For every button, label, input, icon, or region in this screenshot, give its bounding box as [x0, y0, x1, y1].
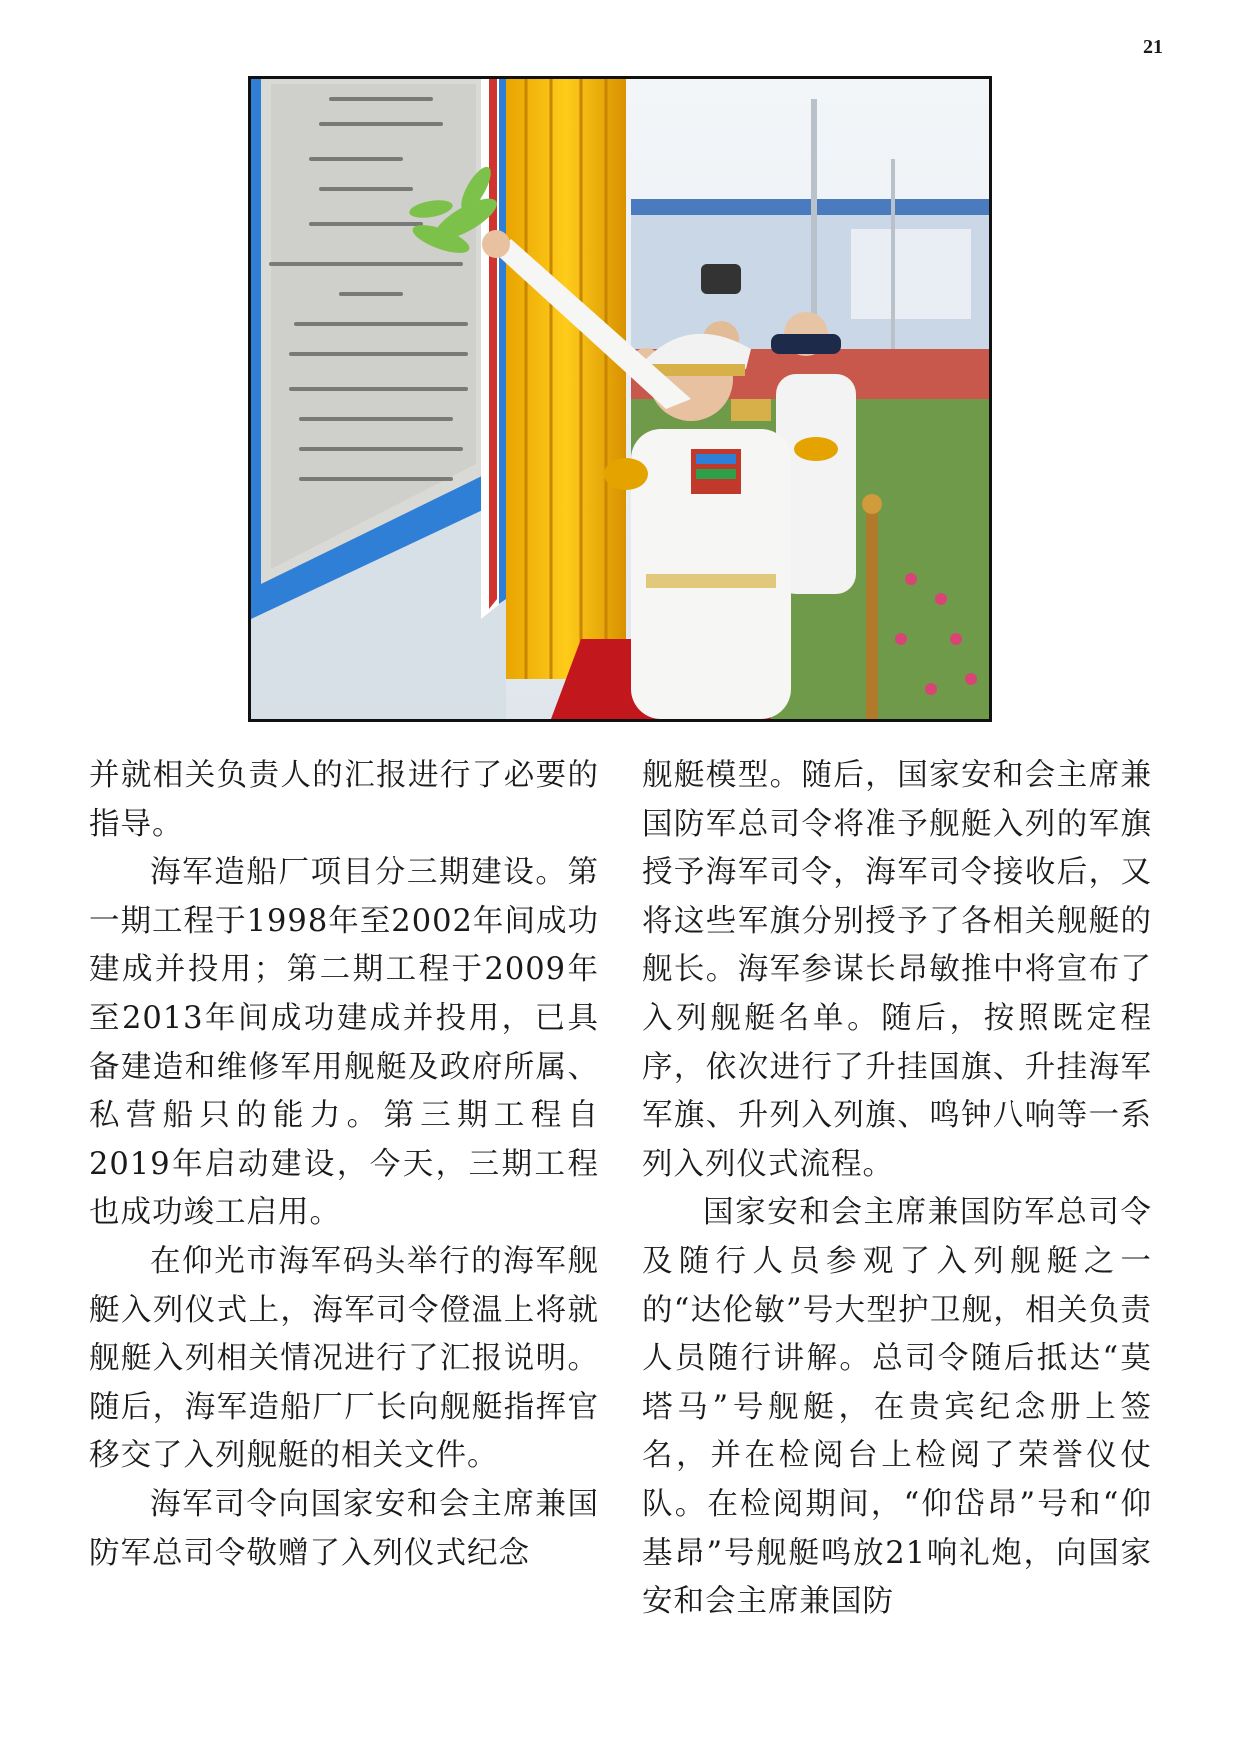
paragraph: 国家安和会主席兼国防军总司令及随行人员参观了入列舰艇之一的“达伦敏”号大型护卫舰，相关负责人员随行讲解。总司令随后抵达“莫塔马”号舰艇，在贵宾纪念册上签名，并在检阅台上检阅了荣誉仪仗队。在检阅期间，“仰岱昂”号和“仰基昂”号舰艇鸣放21响礼炮，向国家安和会主席兼国防 — [642, 1195, 1152, 1620]
page-number: 21 — [1143, 36, 1163, 58]
ceremony-photo — [248, 76, 992, 722]
paragraph: 在仰光市海军码头举行的海军舰艇入列仪式上，海军司令僜温上将就舰艇入列相关情况进行了汇报说明。随后，海军造船厂厂长向舰艇指挥官移交了入列舰艇的相关文件。 — [89, 1243, 599, 1474]
right-text-column — [642, 752, 1152, 1627]
paragraph: 海军造船厂项目分三期建设。第一期工程于1998年至2002年间成功建成并投用；第二期工程于2009年至2013年间成功建成并投用，已具备建造和维修军用舰艇及政府所属、私营船只的能力。第三期工程自2019年启动建设，今天，三期工程也成功竣工启用。 — [89, 855, 599, 1231]
paragraph: 海军司令向国家安和会主席兼国防军总司令敬赠了入列仪式纪念 — [89, 1486, 599, 1571]
left-text-column — [89, 752, 599, 1578]
ceremony-photo-illustration — [251, 79, 989, 719]
paragraph: 并就相关负责人的汇报进行了必要的指导。 — [89, 758, 599, 842]
paragraph: 舰艇模型。随后，国家安和会主席兼国防军总司令将准予舰艇入列的军旗授予海军司令，海军司令接收后，又将这些军旗分别授予了各相关舰艇的舰长。海军参谋长昂敏推中将宣布了入列舰艇名单。随后，按照既定程序，依次进行了升挂国旗、升挂海军军旗、升列入列旗、鸣钟八响等一系列入列仪式流程。 — [642, 758, 1152, 1182]
